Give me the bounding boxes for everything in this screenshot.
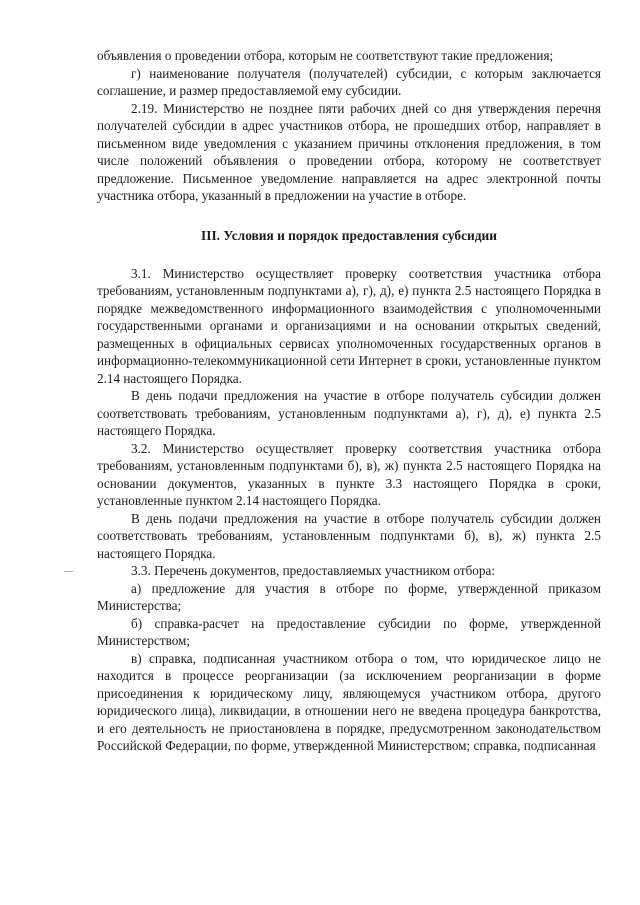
paragraph: В день подачи предложения на участие в отборе получатель субсидии должен соответствовать требованиям, установленным подпунктами а), г), д), е) пункта 2.5 настоящего Порядка.	[97, 388, 601, 438]
paragraphs-after-section	[97, 265, 601, 755]
document-page	[97, 47, 601, 755]
paragraph: в) справка, подписанная участником отбора о том, что юридическое лицо не находится в процессе реорганизации (за исключением реорганизации в форме присоединения к юридическому лицу, являющемуся участником отбора, другого юридического лица), ликвидации, в отношении него не введена процедура банкротства, и его деятельность не приостановлена в порядке, предусмотренном законодательством Российской Федерации, по форме, утвержденной Министерством; справка, подписанная	[97, 650, 601, 753]
margin-mark	[64, 571, 73, 572]
paragraph: г) наименование получателя (получателей) субсидии, с которым заключается соглашение, и размер предоставляемой ему субсидии.	[97, 65, 601, 98]
paragraphs-before-section	[97, 47, 601, 205]
paragraph: 3.3. Перечень документов, предоставляемых участником отбора:	[131, 563, 496, 578]
paragraph: В день подачи предложения на участие в отборе получатель субсидии должен соответствовать требованиям, установленным подпунктами б), в), ж) пункта 2.5 настоящего Порядка.	[97, 510, 601, 561]
section-title: III. Условия и порядок предоставления субсидии	[201, 227, 497, 243]
paragraph: а) предложение для участия в отборе по форме, утвержденной приказом Министерства;	[97, 580, 601, 613]
paragraph: б) справка-расчет на предоставление субсидии по форме, утвержденной Министерством;	[97, 615, 601, 648]
paragraph: объявления о проведении отбора, которым не соответствуют такие предложения;	[97, 48, 554, 63]
paragraph: 3.2. Министерство осуществляет проверку соответствия участника отбора требованиям, установленным подпунктами б), в), ж) пункта 2.5 настоящего Порядка на основании документов, указанных в пункте 3.3 настоящего Порядка в сроки, установленные пунктом 2.14 настоящего Порядка.	[97, 440, 601, 508]
paragraph: 3.1. Министерство осуществляет проверку соответствия участника отбора требованиям, установленным подпунктами а), г), д), е) пункта 2.5 настоящего Порядка в порядке межведомственного информационного взаимодействия с уполномоченными государственными органами и организациями и на основании открытых сведений, размещенных в официальных сервисах уполномоченных государственных органов в информационно-телекоммуникационной сети Интернет в сроки, установленные пунктом 2.14 настоящего Порядка.	[97, 265, 601, 386]
paragraph: 2.19. Министерство не позднее пяти рабочих дней со дня утверждения перечня получателей субсидии в адрес участников отбора, не прошедших отбор, направляет в письменном виде уведомления с указанием причины отклонения предложения, в том числе положений объявления о проведении отбора, которому не соответствует предложение. Письменное уведомление направляется на адрес электронной почты участника отбора, указанный в предложении на участие в отборе.	[97, 100, 601, 203]
